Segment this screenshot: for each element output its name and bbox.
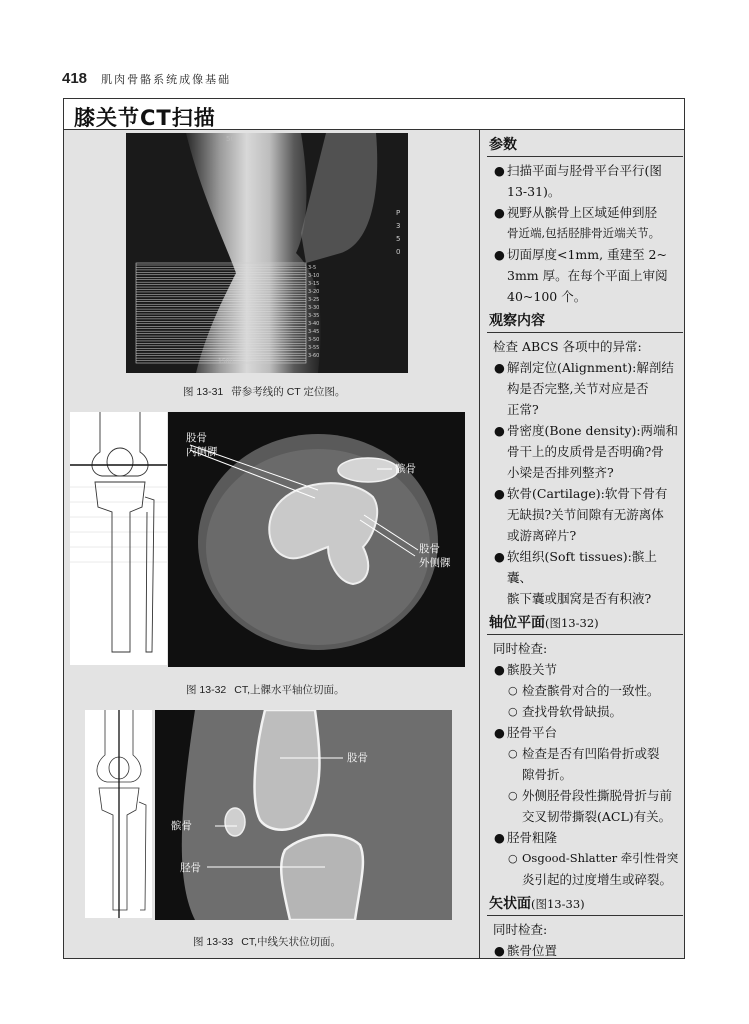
reference-line-label: 3-55 [308,345,320,351]
figure-13-31-image [126,133,408,373]
label-lateral-condyle [419,542,451,570]
sub-item [489,848,679,890]
bullet-icon: ● [494,549,505,564]
bullet-icon: ● [494,725,505,740]
figure-number: 图 13-31 [183,386,224,398]
knee-schematic-sagittal [85,710,152,918]
list-item [489,202,679,244]
scout-radiograph [126,133,408,373]
list-item [489,420,679,483]
knee-schematic [70,412,167,665]
running-head [62,70,231,87]
book-title: 肌肉骨骼系统成像基础 [101,73,232,86]
circle-bullet-icon: ○ [508,705,518,718]
list-item [489,357,679,420]
bullet-icon: ● [494,360,505,375]
observe-intro: 检查 ABCS 各项中的异常: [493,339,642,354]
page-title: 膝关节CT扫描 [74,106,216,130]
reference-line-label: 3-30 [308,305,320,311]
reference-line-label: 3-45 [308,329,320,335]
text-line: 骨近端,包括胫腓骨近端关节。 [507,226,661,240]
figure-number: 图 13-32 [186,684,227,696]
text-line: 交叉韧带撕裂(ACL)有关。 [522,809,672,824]
text-line: 软骨(Cartilage):软骨下骨有 [507,486,668,501]
figure-13-33-caption [193,934,341,949]
text-line: 隙骨折。 [522,767,573,782]
text-line: 13-31)。 [507,184,561,199]
text-line: 视野从髌骨上区域延伸到胫 [507,205,658,220]
text-line: Osgood-Shlatter 牵引性骨突 [522,851,679,865]
reference-line-label: 3-5 [308,265,317,271]
list-item [489,659,679,680]
bullet-icon: ● [494,943,505,958]
reference-line-label: 3-25 [308,297,320,303]
text-line: 骨密度(Bone density):两端和 [507,423,679,438]
patella-bone [225,808,245,836]
bullet-icon: ● [494,247,505,262]
sidebar [489,131,679,961]
text-line: 检查是否有凹陷骨折或裂 [522,746,660,761]
bullet-icon: ● [494,486,505,501]
sagittal-ct [155,710,452,920]
list-item [489,244,679,307]
sagittal-intro: 同时检查: [493,922,548,937]
label-line: 股骨 [419,543,440,555]
section-title-params: 参数 [487,131,683,157]
reference-line-label: 3-20 [308,289,320,295]
sub-item [489,680,679,701]
text-line: 正常? [507,402,539,417]
text-line: 检查髌骨对合的一致性。 [522,683,660,698]
reference-line-label: 3-15 [308,281,320,287]
text-line: 解剖定位(Alignment):解剖结 [507,360,674,375]
reference-line-label: 3-60 [308,353,320,359]
text-line: 查找骨软骨缺损。 [522,704,623,719]
figure-13-32-diagram [70,412,167,665]
text-line: 小梁是否排列整齐? [507,465,614,480]
figure-number: 图 13-33 [193,936,234,948]
text-line: 扫描平面与胫骨平台平行(图 [507,163,662,178]
section-title-sagittal [487,890,683,916]
list-item [489,827,679,848]
scout-side-label: 0 [396,248,401,256]
item-label: 胫骨粗隆 [507,830,558,845]
text-line: 无缺损?关节间隙有无游离体 [507,507,664,522]
scout-bottom-label: 1500 [218,358,234,365]
section-title-observe: 观察内容 [487,307,683,333]
circle-bullet-icon: ○ [508,684,518,697]
bullet-icon: ● [494,205,505,220]
item-label: 胫骨平台 [507,725,558,740]
page-number: 418 [62,70,88,87]
axial-intro: 同时检查: [493,641,548,656]
text-line: 3mm 厚。在每个平面上审阅 [507,268,668,283]
scout-side-label: 5 [396,235,401,243]
reference-line-label: 3-35 [308,313,320,319]
bullet-icon: ● [494,163,505,178]
item-label: 髌股关节 [507,662,558,677]
text-line: 外侧胫骨段性撕脱骨折与前 [522,788,673,803]
figure-13-33-diagram [85,710,152,918]
scout-side-label: P [396,209,401,217]
text-line: 构是否完整,关节对应是否 [507,381,649,396]
caption-text: 带参考线的 CT 定位图。 [231,386,346,398]
circle-bullet-icon: ○ [508,747,518,760]
figure-ref: (图13-33) [531,897,585,911]
section-title-axial [487,609,683,635]
list-item [489,940,679,961]
label-femur: 股骨 [347,752,368,764]
sub-item [489,743,679,785]
text-line: 或游离碎片? [507,528,577,543]
bullet-icon: ● [494,830,505,845]
text-line: 40~100 个。 [507,289,587,304]
caption-text: CT,上髁水平轴位切面。 [234,684,345,696]
section-title-text: 轴位平面 [489,615,545,631]
caption-text: CT,中线矢状位切面。 [241,936,342,948]
figure-13-33-image [155,710,452,920]
label-medial-condyle [186,431,218,459]
column-divider [479,130,480,958]
text-line: 髌下囊或腘窝是否有积液? [507,591,652,606]
list-item [489,722,679,743]
text-line: 炎引起的过度增生或碎裂。 [522,872,673,887]
figure-13-31-caption [183,384,345,399]
figure-ref: (图13-32) [545,616,599,630]
figure-13-32-caption [186,682,345,697]
sub-item [489,701,679,722]
text-line: 切面厚度<1mm, 重建至 2~ [507,247,667,262]
femur-bone [255,710,320,830]
patella-bone [338,458,398,482]
label-line: 股骨 [186,432,207,444]
label-line: 外侧髁 [419,557,451,569]
text-line: 骨干上的皮质骨是否明确?骨 [507,444,664,459]
scout-top-label: 50 [226,135,235,143]
scout-side-label: 3 [396,222,401,230]
label-line: 内侧髁 [186,446,218,458]
label-patella: 髌骨 [395,463,416,475]
list-item [489,546,679,609]
reference-line-label: 3-40 [308,321,320,327]
text-line: 软组织(Soft tissues):髌上囊、 [507,549,657,585]
circle-bullet-icon: ○ [508,789,518,802]
bullet-icon: ● [494,423,505,438]
item-label: 髌骨位置 [507,943,558,958]
circle-bullet-icon: ○ [508,852,518,865]
tibia-bone [281,835,363,920]
list-item [489,160,679,202]
label-tibia: 胫骨 [180,862,201,874]
bullet-icon: ● [494,662,505,677]
reference-line-label: 3-10 [308,273,320,279]
reference-line-label: 3-50 [308,337,320,343]
section-title-text: 矢状面 [489,896,531,912]
sub-item [489,785,679,827]
list-item [489,483,679,546]
label-patella: 髌骨 [171,820,192,832]
